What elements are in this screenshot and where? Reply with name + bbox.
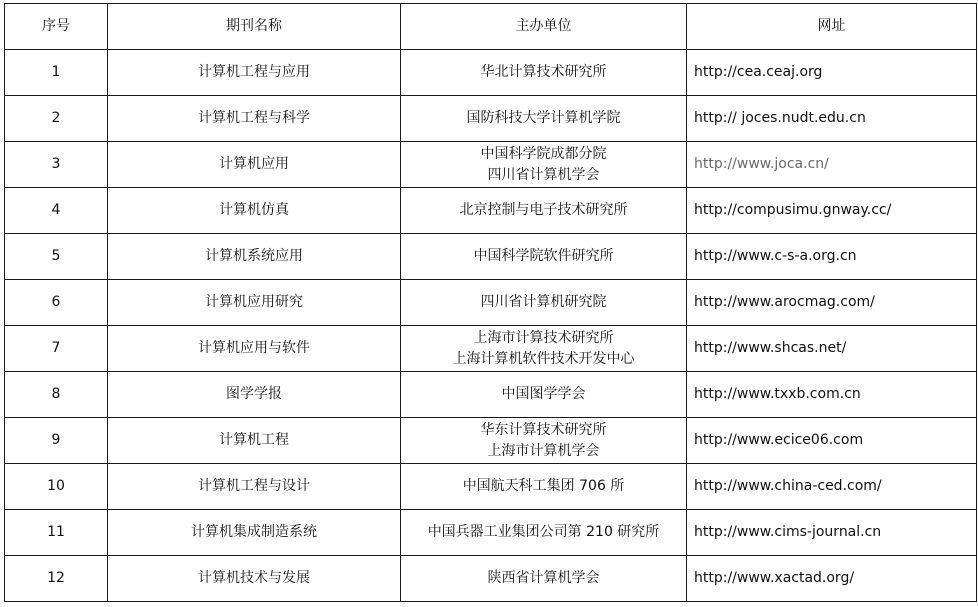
cell-organizer	[401, 372, 687, 418]
header-num: 序号	[5, 4, 108, 50]
table-row	[5, 556, 977, 602]
table-header-row	[5, 4, 977, 50]
cell-num: 8	[5, 372, 108, 418]
organizer-line: 上海市计算机学会	[487, 442, 600, 459]
cell-num: 5	[5, 234, 108, 280]
cell-website	[687, 96, 977, 142]
cell-journal-name: 计算机应用	[108, 142, 401, 188]
cell-num: 4	[5, 188, 108, 234]
website-link[interactable]: http://www.china-ced.com/	[694, 478, 882, 494]
cell-journal-name: 计算机工程	[108, 418, 401, 464]
cell-organizer	[401, 464, 687, 510]
cell-journal-name: 计算机工程与科学	[108, 96, 401, 142]
cell-organizer	[401, 326, 687, 372]
organizer-line: 华北计算技术研究所	[480, 64, 607, 80]
cell-journal-name: 图学学报	[108, 372, 401, 418]
cell-num: 6	[5, 280, 108, 326]
cell-organizer	[401, 96, 687, 142]
cell-organizer	[401, 418, 687, 464]
cell-journal-name: 计算机仿真	[108, 188, 401, 234]
table-body	[5, 50, 977, 602]
cell-journal-name: 计算机工程与设计	[108, 464, 401, 510]
header-name: 期刊名称	[108, 4, 401, 50]
website-link[interactable]: http://www.cims-journal.cn	[694, 524, 882, 540]
cell-organizer	[401, 142, 687, 188]
cell-num: 2	[5, 96, 108, 142]
table-row	[5, 142, 977, 188]
cell-website	[687, 142, 977, 188]
cell-website	[687, 234, 977, 280]
website-link[interactable]: http://www.shcas.net/	[694, 340, 847, 356]
cell-website	[687, 464, 977, 510]
organizer-line: 陕西省计算机学会	[487, 570, 600, 586]
website-link[interactable]: http://www.xactad.org/	[694, 570, 855, 586]
cell-num: 1	[5, 50, 108, 96]
cell-organizer	[401, 280, 687, 326]
cell-organizer	[401, 510, 687, 556]
organizer-line: 中国图学学会	[501, 386, 586, 402]
website-link[interactable]: http://cea.ceaj.org	[694, 64, 823, 80]
organizer-line: 四川省计算机学会	[487, 166, 600, 183]
website-link[interactable]: http://www.c-s-a.org.cn	[694, 248, 857, 264]
website-link[interactable]: http:// joces.nudt.edu.cn	[694, 110, 866, 126]
header-url: 网址	[687, 4, 977, 50]
organizer-line: 中国科学院软件研究所	[473, 248, 614, 264]
table-row	[5, 188, 977, 234]
cell-organizer	[401, 188, 687, 234]
website-link[interactable]: http://www.joca.cn/	[694, 156, 829, 172]
cell-num: 3	[5, 142, 108, 188]
table-row	[5, 372, 977, 418]
cell-num: 10	[5, 464, 108, 510]
table-row	[5, 280, 977, 326]
cell-journal-name: 计算机集成制造系统	[108, 510, 401, 556]
table-row	[5, 50, 977, 96]
organizer-line: 中国兵器工业集团公司第 210 研究所	[427, 524, 660, 540]
cell-journal-name: 计算机工程与应用	[108, 50, 401, 96]
cell-journal-name: 计算机应用与软件	[108, 326, 401, 372]
table-row	[5, 96, 977, 142]
cell-organizer	[401, 234, 687, 280]
cell-website	[687, 418, 977, 464]
cell-website	[687, 50, 977, 96]
cell-journal-name: 计算机系统应用	[108, 234, 401, 280]
cell-num: 7	[5, 326, 108, 372]
cell-website	[687, 326, 977, 372]
website-link[interactable]: http://www.ecice06.com	[694, 432, 864, 448]
organizer-line: 华东计算技术研究所	[480, 421, 607, 438]
website-link[interactable]: http://www.arocmag.com/	[694, 294, 875, 310]
journal-table	[4, 3, 977, 602]
cell-website	[687, 510, 977, 556]
organizer-line: 上海计算机软件技术开发中心	[452, 350, 635, 367]
cell-website	[687, 280, 977, 326]
organizer-line: 四川省计算机研究院	[480, 294, 607, 310]
table-row	[5, 234, 977, 280]
cell-organizer	[401, 50, 687, 96]
organizer-line: 中国科学院成都分院	[480, 145, 607, 162]
cell-journal-name: 计算机应用研究	[108, 280, 401, 326]
website-link[interactable]: http://www.txxb.com.cn	[694, 386, 861, 402]
website-link[interactable]: http://compusimu.gnway.cc/	[694, 202, 892, 218]
cell-website	[687, 372, 977, 418]
cell-website	[687, 556, 977, 602]
cell-num: 12	[5, 556, 108, 602]
organizer-line: 上海市计算技术研究所	[473, 329, 614, 346]
table-row	[5, 464, 977, 510]
cell-journal-name: 计算机技术与发展	[108, 556, 401, 602]
cell-num: 11	[5, 510, 108, 556]
table-row	[5, 510, 977, 556]
organizer-line: 北京控制与电子技术研究所	[459, 202, 628, 218]
organizer-line: 中国航天科工集团 706 所	[462, 478, 625, 494]
cell-website	[687, 188, 977, 234]
cell-organizer	[401, 556, 687, 602]
table-row	[5, 418, 977, 464]
table-row	[5, 326, 977, 372]
organizer-line: 国防科技大学计算机学院	[466, 110, 621, 126]
cell-num: 9	[5, 418, 108, 464]
header-org: 主办单位	[401, 4, 687, 50]
